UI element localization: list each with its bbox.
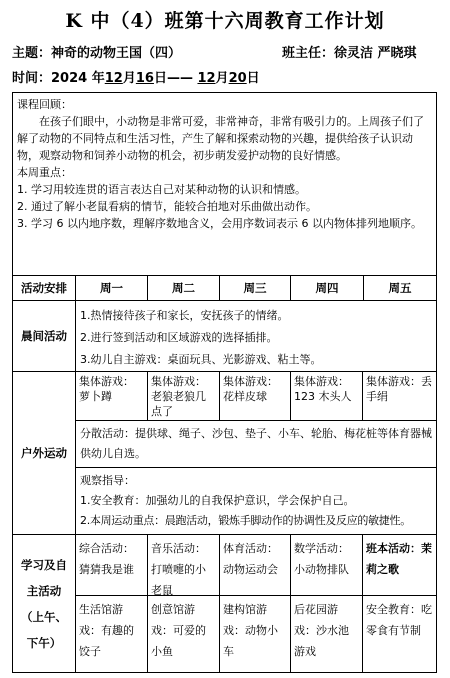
study-label — [13, 535, 76, 673]
game-wednesday: 集体游戏：花样皮球 — [220, 372, 291, 420]
time-dash: 日—— — [153, 71, 198, 86]
time-month-char: 月 — [122, 71, 136, 86]
theme-line — [12, 42, 181, 61]
focus-point-1: 1. 学习用较连贯的语言表达自己对某种动物的认识和情感。 — [17, 183, 306, 196]
page-title: K 中（4）班第十六周教育工作计划 — [65, 10, 385, 32]
focus-point-3: 3. 学习 6 以内地序数，理解序数地含义，会用序数词表示 6 以内物体排列地顺序。 — [17, 217, 422, 230]
observe-line-1: 1.安全教育：加强幼儿的自我保护意识，学会保护自己。 — [80, 494, 355, 507]
study-pm — [76, 595, 436, 672]
outdoor-games — [76, 372, 436, 420]
header-thursday: 周四 — [291, 276, 364, 301]
morning-content — [76, 301, 437, 372]
am-wednesday: 体育活动：动物运动会 — [220, 535, 291, 595]
theme-value: 神奇的动物王国（四） — [51, 46, 182, 61]
teacher-line — [282, 42, 417, 61]
am-monday: 综合活动：猜猜我是谁 — [76, 535, 148, 595]
study-label-4: 下午） — [26, 635, 62, 650]
header-row — [13, 276, 437, 301]
pm-monday: 生活馆游戏：有趣的饺子 — [76, 596, 148, 672]
focus-heading: 本周重点： — [17, 166, 72, 179]
pm-thursday: 后花园游戏：沙水池游戏 — [291, 596, 363, 672]
header-wednesday: 周三 — [220, 276, 291, 301]
game-thursday: 集体游戏：123 木头人 — [291, 372, 363, 420]
time-end-month-char: 月 — [215, 71, 229, 86]
header-monday: 周一 — [76, 276, 148, 301]
time-line — [12, 67, 260, 86]
study-label-3: （上午、 — [21, 609, 67, 624]
study-label-2: 主活动 — [26, 583, 62, 598]
study-label-1: 学习及自 — [21, 557, 67, 572]
time-start-month: 12 — [104, 71, 123, 86]
review-heading: 课程回顾： — [17, 98, 72, 111]
review-body: 在孩子们眼中，小动物是非常可爱，非常神奇，非常有吸引力的。上周孩子们了解了动物的不同特点和生活习性，产生了解和探索动物的兴趣，提供给孩子认识动物，观察动物和饲养小动物的机会，初步萌发爱护动物的良好情感。 — [17, 115, 424, 162]
outdoor-label: 户外运动 — [13, 372, 76, 535]
morning-label: 晨间活动 — [13, 301, 76, 372]
am-friday: 班本活动：茉莉之歌 — [366, 542, 432, 576]
theme-label: 主题： — [12, 46, 52, 61]
pm-friday: 安全教育：吃零食有节制 — [366, 603, 432, 637]
time-end-day-char: 日 — [246, 71, 260, 86]
outdoor-content — [76, 372, 437, 535]
course-review — [13, 93, 437, 276]
study-am — [76, 535, 436, 595]
time-year: 2024 年 — [51, 71, 105, 86]
plan-table — [12, 92, 437, 673]
focus-point-2: 2. 通过了解小老鼠看病的情节，能较合拍地对乐曲做出动作。 — [17, 200, 317, 213]
time-start-day: 16 — [135, 71, 154, 86]
observe-guidance — [76, 467, 436, 534]
morning-line-1: 1.热情接待孩子和家长，安抚孩子的情绪。 — [80, 309, 289, 322]
pm-wednesday: 建构馆游戏：动物小车 — [220, 596, 291, 672]
header-activity: 活动安排 — [13, 276, 76, 301]
split-activity: 分散活动：提供球、绳子、沙包、垫子、小车、轮胎、梅花桩等体育器械供幼儿自选。 — [76, 420, 436, 467]
am-tuesday: 音乐活动：打喷嚏的小老鼠 — [148, 535, 220, 595]
time-end-month: 12 — [197, 71, 216, 86]
header-friday: 周五 — [364, 276, 437, 301]
game-tuesday: 集体游戏：老狼老狼几点了 — [148, 372, 220, 420]
study-content — [76, 535, 437, 673]
morning-line-3: 3.幼儿自主游戏：桌面玩具、光影游戏、粘土等。 — [80, 353, 322, 366]
teacher-names: 徐灵洁 严晓琪 — [334, 46, 417, 61]
time-label: 时间： — [12, 71, 52, 86]
game-monday: 集体游戏：萝卜蹲 — [76, 372, 148, 420]
header-tuesday: 周二 — [148, 276, 220, 301]
pm-tuesday: 创意馆游戏：可爱的小鱼 — [148, 596, 220, 672]
morning-line-2: 2.进行签到活动和区域游戏的选择插排。 — [80, 331, 278, 344]
observe-line-2: 2.本周运动重点：晨跑活动，锻炼手脚动作的协调性及反应的敏捷性。 — [80, 514, 411, 527]
game-friday: 集体游戏：丢手绢 — [366, 375, 432, 403]
time-end-day: 20 — [228, 71, 247, 86]
am-thursday: 数学活动：小动物排队 — [291, 535, 363, 595]
teacher-label: 班主任： — [282, 46, 335, 61]
observe-heading: 观察指导： — [80, 474, 135, 487]
